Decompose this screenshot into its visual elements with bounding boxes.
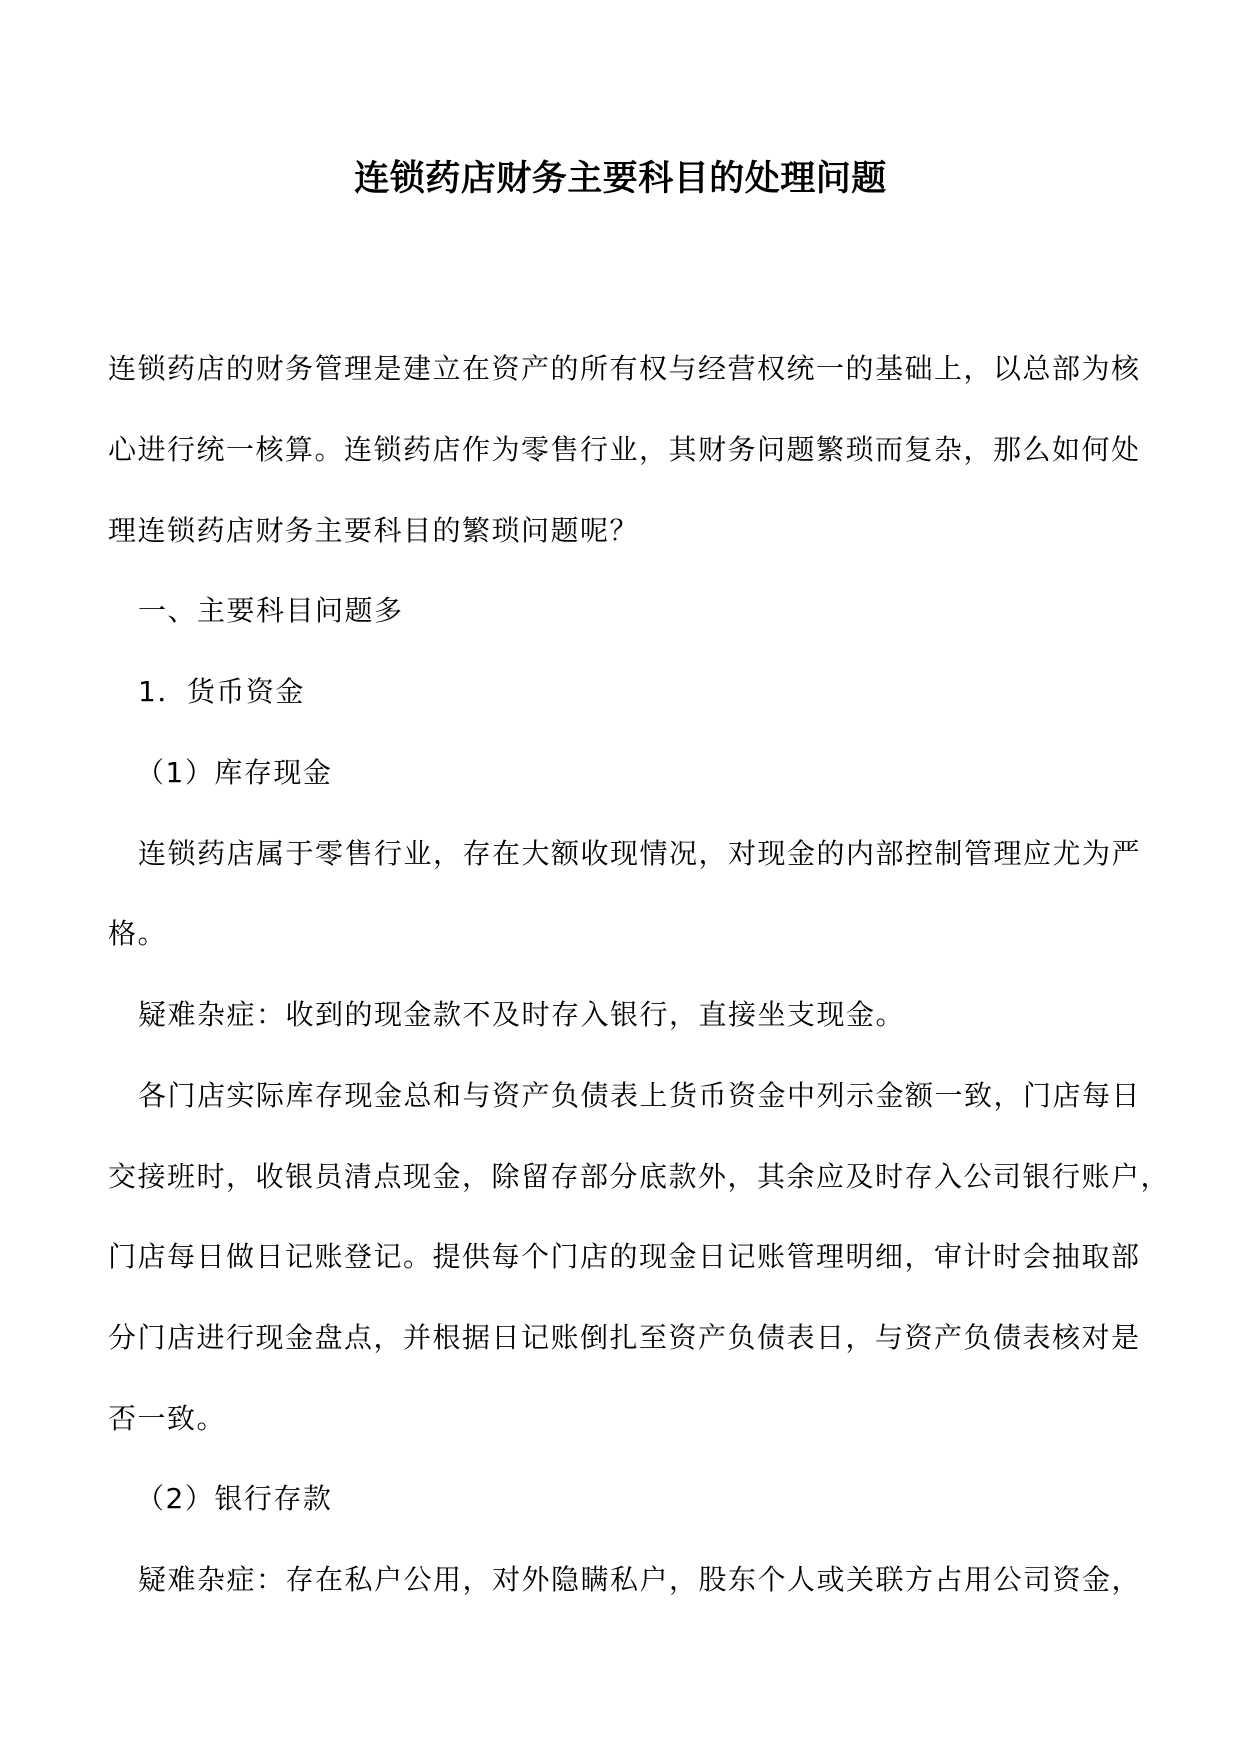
subsubsection-heading: （1）库存现金 bbox=[136, 756, 333, 789]
paragraph-line: 各门店实际库存现金总和与资产负债表上货币资金中列示金额一致，门店每日 bbox=[138, 1079, 1142, 1112]
paragraph-line: 分门店进行现金盘点，并根据日记账倒扎至资产负债表日，与资产负债表核对是 bbox=[108, 1321, 1141, 1354]
paragraph-line: 疑难杂症：存在私户公用，对外隐瞒私户，股东个人或关联方占用公司资金， bbox=[138, 1563, 1142, 1596]
paragraph-line: 否一致。 bbox=[108, 1402, 227, 1435]
paragraph-line: 连锁药店的财务管理是建立在资产的所有权与经营权统一的基础上，以总部为核 bbox=[108, 352, 1141, 385]
paragraph-line: 门店每日做日记账登记。提供每个门店的现金日记账管理明细，审计时会抽取部 bbox=[108, 1240, 1141, 1273]
document-title: 连锁药店财务主要科目的处理问题 bbox=[354, 158, 887, 199]
paragraph-line: 疑难杂症：收到的现金款不及时存入银行，直接坐支现金。 bbox=[138, 998, 906, 1031]
paragraph-line: 理连锁药店财务主要科目的繁琐问题呢？ bbox=[108, 514, 640, 547]
paragraph-line: 交接班时，收银员清点现金，除留存部分底款外，其余应及时存入公司银行账户， bbox=[108, 1160, 1171, 1193]
paragraph-line: 格。 bbox=[108, 917, 168, 950]
subsection-heading: 1．货币资金 bbox=[138, 675, 305, 708]
paragraph-line: 心进行统一核算。连锁药店作为零售行业，其财务问题繁琐而复杂，那么如何处 bbox=[108, 433, 1141, 466]
section-heading: 一、主要科目问题多 bbox=[138, 594, 404, 627]
paragraph-line: 连锁药店属于零售行业，存在大额收现情况，对现金的内部控制管理应尤为严 bbox=[138, 837, 1142, 870]
subsubsection-heading: （2）银行存款 bbox=[136, 1482, 333, 1515]
